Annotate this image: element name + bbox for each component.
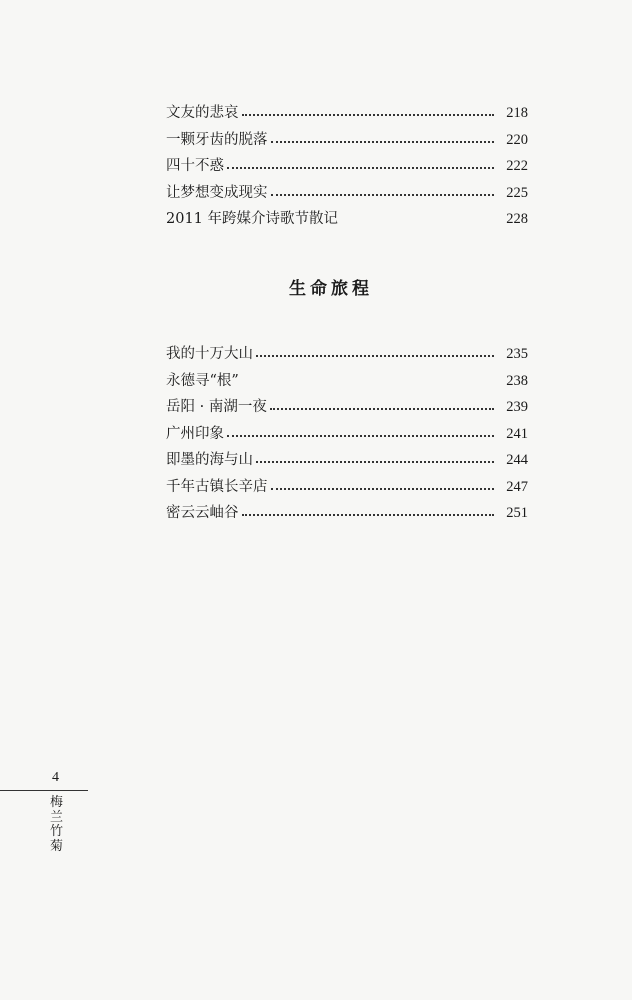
toc-entry-title: 文友的悲哀 <box>166 105 239 121</box>
toc-dot-leader <box>271 194 495 196</box>
toc-dot-leader <box>227 167 494 169</box>
toc-dot-leader <box>227 435 494 437</box>
toc-entry-page: 225 <box>506 184 528 201</box>
toc-entry <box>166 153 528 180</box>
toc-entry-page: 251 <box>506 505 528 521</box>
toc-entry-page: 235 <box>506 346 528 362</box>
toc-entry-page: 241 <box>506 425 528 442</box>
toc-list-top <box>166 100 528 233</box>
toc-entry <box>166 474 528 501</box>
toc-entry <box>166 100 528 127</box>
toc-dot-leader <box>256 355 494 357</box>
toc-entry-page: 239 <box>506 399 528 415</box>
toc-entry-title: 密云云岫谷 <box>166 505 239 521</box>
toc-dot-leader <box>270 408 494 410</box>
toc-dot-leader <box>242 514 495 516</box>
toc-entry-title: 永德寻“根” <box>166 372 239 389</box>
toc-entry-title: 让梦想变成现实 <box>166 184 268 201</box>
toc-entry <box>166 500 528 527</box>
toc-entry <box>166 341 528 368</box>
toc-entry-title: 一颗牙齿的脱落 <box>166 131 268 148</box>
running-title: 梅兰竹菊 <box>50 795 64 854</box>
toc-entry-title: 四十不惑 <box>166 158 224 174</box>
toc-entry-title: 广州印象 <box>166 425 224 442</box>
toc-dot-leader <box>271 141 495 143</box>
toc-dot-leader <box>256 461 494 463</box>
toc-entry <box>166 368 528 395</box>
toc-list-bottom <box>166 341 528 527</box>
page-number: 4 <box>52 770 59 785</box>
toc-entry <box>166 127 528 154</box>
toc-entry <box>166 447 528 474</box>
folio-divider <box>0 790 88 791</box>
toc-entry <box>166 206 528 233</box>
toc-entry <box>166 421 528 448</box>
toc-entry-page: 244 <box>506 452 528 468</box>
toc-entry-title: 岳阳 · 南湖一夜 <box>166 399 267 415</box>
toc-entry-page: 218 <box>506 105 528 121</box>
toc-entry <box>166 394 528 421</box>
toc-entry-title: 千年古镇长辛店 <box>166 478 268 495</box>
toc-entry-page: 222 <box>506 158 528 174</box>
toc-entry-title: 我的十万大山 <box>166 346 253 362</box>
toc-entry-page: 247 <box>506 478 528 495</box>
toc-entry-page: 238 <box>506 372 528 389</box>
toc-entry-title: 即墨的海与山 <box>166 452 253 468</box>
section-heading: 生命旅程 <box>289 279 373 299</box>
toc-entry-page: 220 <box>506 131 528 148</box>
toc-entry-page: 228 <box>506 211 528 227</box>
toc-dot-leader <box>271 488 495 490</box>
toc-entry <box>166 180 528 207</box>
toc-entry-title: 2011 年跨媒介诗歌节散记 <box>166 211 339 227</box>
toc-dot-leader <box>242 114 495 116</box>
